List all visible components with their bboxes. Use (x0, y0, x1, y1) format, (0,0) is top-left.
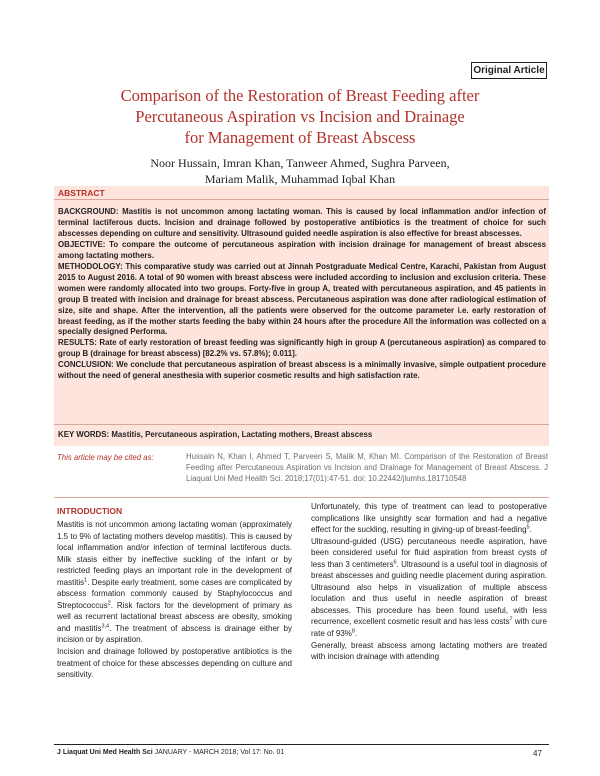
page-number: 47 (533, 749, 542, 758)
keywords-label: KEY WORDS: (58, 430, 110, 439)
abstract-methodology (58, 262, 546, 339)
section-text: This comparative study was carried out at Jinnah Postgraduate Medical Centre, Karachi, Pakistan from August 2015 to August 2016. A total of 90 women with breast abscess were included according to inclusion and exclusion criteria. These women were randomly allocated into two groups. Forty-five in group A, treated with percutaneous aspiration, and 45 patients in group B treated with incision and drainage for breast abscess. Percutaneous aspiration was done after radiological estimation of size, site and shape. After the intervention, all the patients were observed for the outcome parameter i.e. early restoration of breast feeding, as if the mother starts feeding the baby within 24 hours after the procedure All the information was collected on a specially designed Performa. (58, 261, 546, 337)
citation-divider (54, 497, 549, 498)
abstract-objective (58, 240, 546, 262)
citation-ref: 7 (509, 616, 513, 623)
citation-label: This article may be cited as: (57, 453, 154, 462)
journal-name: J Liaquat Uni Med Health Sci (57, 749, 153, 756)
section-label: OBJECTIVE: (58, 239, 106, 249)
citation-ref: 2 (107, 600, 111, 607)
text-run: . Ultrasound is a useful tool in diagnosis of breast abscesses and guiding needle placement during aspiration. Ultrasound also helps in visualization of multiple abscess loculation and thus useful in needle aspiration of breast abscesses. This procedure has been found useful, with less recurrence, excellent cosmetic result and has less costs (311, 559, 547, 627)
keywords-divider (54, 424, 549, 425)
title-line: Comparison of the Restoration of Breast Feeding after (120, 86, 480, 105)
citation-ref: 5 (526, 524, 530, 531)
article-type-badge: Original Article (471, 62, 547, 79)
author-list (50, 155, 550, 187)
text-run: . (529, 525, 532, 535)
citation-ref: 8 (351, 628, 355, 635)
paragraph (311, 501, 547, 536)
section-label: BACKGROUND: (58, 207, 119, 216)
text-run: Mastitis is not uncommon among lactating woman (approximately 1.5 to 9% of lactating mothers develop mastitis). This is caused by local inflammation and/or infection of terminal lactiferous ducts. Milk stasis either by ineffective suckling of the infant or by restricted feeding plays an important role in the development of mastitis (57, 520, 292, 587)
text-run: . The treatment of abscess is drainage either by incision or by aspiration. (57, 623, 292, 645)
abstract-body (58, 207, 546, 382)
abstract-heading: ABSTRACT (58, 188, 105, 198)
abstract-background (58, 207, 546, 240)
article-title (50, 85, 550, 148)
title-line: Percutaneous Aspiration vs Incision and Drainage (135, 107, 465, 126)
abstract-results (58, 338, 546, 360)
text-run: Ultrasound-guided (USG) percutaneous needle aspiration, have been considered useful for fluid aspiration from breast cysts of less than 3 centimeters (311, 536, 547, 569)
section-label: CONCLUSION: (58, 360, 114, 370)
citation-text: Hussain N, Khan I, Ahmed T, Parveen S, Malik M, Khan MI. Comparison of the Restoration of Breast Feeding after Percutaneous Aspiration vs Incision and Drainage for Management of Breast Abscess. J Liaquat Uni Med Health Sci. 2018;17(01):47-51. doi: 10.22442/jlumhs.181710548 (186, 452, 548, 484)
journal-footer (57, 749, 284, 756)
paragraph: Incision and drainage followed by postoperative antibiotics is the treatment of choice for these abscesses depending on culture and sensitivity. (57, 647, 292, 680)
abstract-conclusion (58, 360, 546, 382)
footer-divider (54, 744, 549, 745)
section-label: METHODOLOGY: (58, 261, 123, 271)
keywords-text: Mastitis, Percutaneous aspiration, Lactating mothers, Breast abscess (109, 430, 373, 439)
text-run: . Despite early treatment, some cases are complicated by abscess formation commonly caused by Staphylococcus and Streptococcus (57, 577, 292, 610)
text-run: with cure rate of 93% (311, 617, 547, 639)
citation-ref: 6 (393, 559, 397, 566)
section-text: Mastitis is not uncommon among lactating woman. This is caused by local inflammation and/or infection of terminal lactiferous ducts. Incision and drainage followed by postoperative antibiotics is the treatment of choice for such abscesses depending on culture and sensitivity. Ultrasound guided needle aspiration is also effective for breast abscesses. (58, 207, 546, 238)
author-line: Mariam Malik, Muhammad Iqbal Khan (204, 172, 396, 186)
introduction-heading: INTRODUCTION (57, 506, 123, 516)
paragraph (311, 536, 547, 640)
text-run: Unfortunately, this type of treatment can lead to postoperative complications like unsightly scar formation and had a negative effect for the suckling, resulting in giving-up of breast-feeding (311, 502, 547, 535)
journal-issue: JANUARY - MARCH 2018; Vol 17: No. 01 (152, 749, 285, 756)
section-text: Rate of early restoration of breast feeding was significantly high in group A (percutaneous aspiration) as compared to group B (drainage for breast abscess) [82.2% vs. 57.8%); 0.011]. (58, 338, 546, 359)
abstract-header-bar (54, 186, 549, 200)
section-text: To compare the outcome of percutaneous aspiration with incision drainage for management of breast abscess among lactating mothers. (58, 239, 546, 260)
citation-ref: 1 (84, 577, 88, 584)
left-column (57, 519, 292, 681)
keywords (58, 430, 546, 439)
paragraph: Generally, breast abscess among lactating mothers are treated with incision drainage with attending (311, 640, 547, 662)
citation-ref: 3,4 (101, 623, 110, 630)
text-run: . Risk factors for the development of primary as well as recurrent lactational breast abscess are obesity, smoking and mastitis (57, 600, 292, 633)
paragraph (57, 519, 292, 646)
author-line: Noor Hussain, Imran Khan, Tanweer Ahmed, Sughra Parveen, (150, 156, 450, 170)
section-text: We conclude that percutaneous aspiration of breast abscess is a minimally invasive, simple outpatient procedure without the need of general anesthesia with superior cosmetic results and high satisfaction rate. (58, 360, 546, 381)
right-column (311, 501, 547, 663)
title-line: for Management of Breast Abscess (184, 128, 416, 147)
section-label: RESULTS: (58, 338, 97, 348)
text-run: . (354, 629, 358, 639)
